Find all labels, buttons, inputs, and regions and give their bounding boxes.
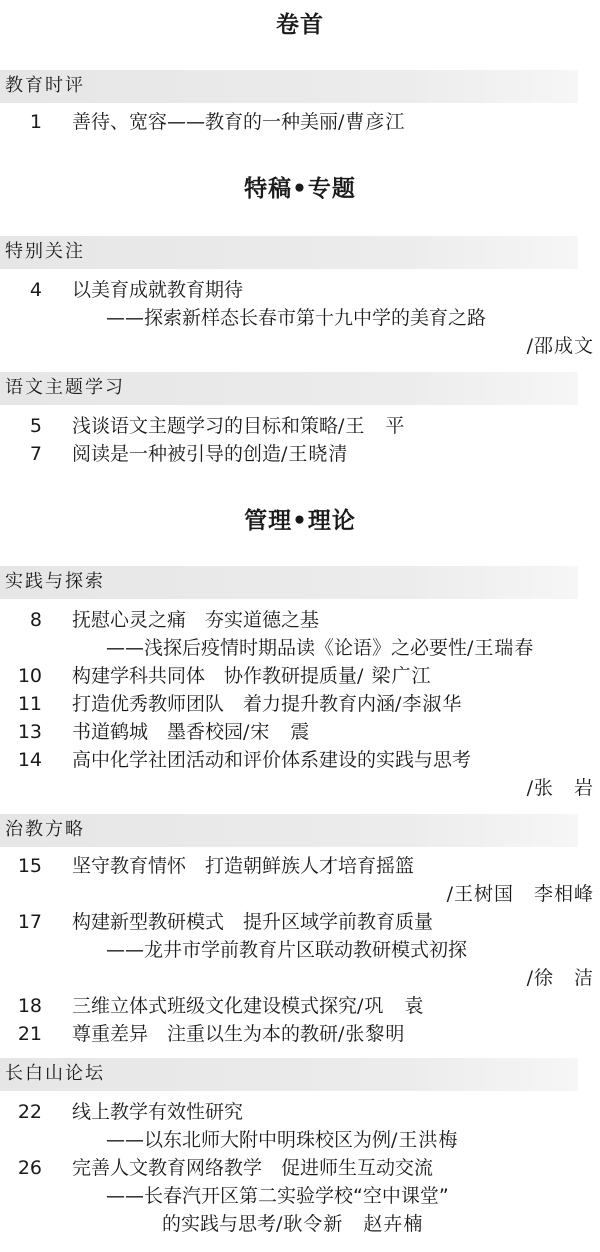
article-author: /曹彦江 bbox=[338, 111, 406, 133]
column-name: 特别关注 bbox=[5, 241, 85, 262]
article-title: 以美育成就教育期待 bbox=[72, 279, 244, 301]
column-name: 实践与探索 bbox=[5, 571, 105, 592]
article-author: /张黎明 bbox=[338, 1023, 406, 1045]
page-number: 26 bbox=[17, 1157, 42, 1179]
column-header bbox=[0, 70, 578, 103]
page-number: 17 bbox=[17, 911, 42, 933]
toc-entry[interactable] bbox=[72, 606, 319, 634]
toc-entry[interactable] bbox=[72, 276, 243, 304]
article-title: 高中化学社团活动和评价体系建设的实践与思考 bbox=[72, 749, 472, 771]
toc-entry[interactable] bbox=[72, 746, 471, 774]
column-name: 语文主题学习 bbox=[5, 377, 125, 398]
article-author: /宋 震 bbox=[243, 721, 311, 743]
article-author: /王晓清 bbox=[281, 443, 349, 465]
article-title: 打造优秀教师团队 着力提升教育内涵 bbox=[72, 693, 396, 715]
article-author: /巩 袁 bbox=[357, 995, 425, 1017]
article-subtitle-continued: 的实践与思考/耿令新 赵卉楠 bbox=[162, 1213, 424, 1235]
article-title: 尊重差异 注重以生为本的教研 bbox=[72, 1023, 339, 1045]
column-name: 长白山论坛 bbox=[5, 1063, 105, 1084]
column-header bbox=[0, 236, 578, 269]
article-title: 善待、宽容——教育的一种美丽 bbox=[72, 111, 339, 133]
page-number: 21 bbox=[17, 1023, 42, 1045]
column-header bbox=[0, 566, 578, 599]
page-number: 4 bbox=[29, 279, 42, 301]
toc-entry[interactable] bbox=[72, 1154, 433, 1182]
page-number: 10 bbox=[17, 665, 42, 687]
article-title: 构建学科共同体 协作教研提质量 bbox=[72, 665, 358, 687]
toc-entry[interactable] bbox=[72, 992, 424, 1020]
article-title: 阅读是一种被引导的创造 bbox=[72, 443, 282, 465]
article-title: 构建新型教研模式 提升区域学前教育质量 bbox=[72, 911, 434, 933]
column-name: 教育时评 bbox=[5, 75, 85, 96]
page-number: 22 bbox=[17, 1101, 42, 1123]
column-header bbox=[0, 372, 578, 405]
article-subtitle: ——长春汽开区第二实验学校“空中课堂” bbox=[106, 1185, 449, 1207]
article-subtitle: ——龙井市学前教育片区联动教研模式初探 bbox=[106, 939, 468, 961]
section-heading: 管理•理论 bbox=[244, 508, 356, 534]
page-number: 8 bbox=[29, 609, 42, 631]
article-title: 坚守教育情怀 打造朝鲜族人才培育摇篮 bbox=[72, 855, 415, 877]
article-subtitle: ——探索新样态长春市第十九中学的美育之路 bbox=[106, 307, 487, 329]
article-author: /王瑞春 bbox=[467, 637, 535, 659]
toc-entry[interactable] bbox=[72, 1098, 243, 1126]
article-author: /王洪梅 bbox=[391, 1129, 459, 1151]
page-number: 14 bbox=[17, 749, 42, 771]
article-author: /李淑华 bbox=[395, 693, 463, 715]
article-title: 浅谈语文主题学习的目标和策略 bbox=[72, 415, 339, 437]
toc-entry[interactable] bbox=[72, 718, 310, 746]
toc-entry[interactable] bbox=[72, 1020, 405, 1048]
page-number: 5 bbox=[29, 415, 42, 437]
article-author: /王树国 李相峰 bbox=[446, 883, 594, 905]
toc-entry[interactable] bbox=[72, 412, 405, 440]
toc-entry[interactable] bbox=[72, 108, 405, 136]
column-header bbox=[0, 1058, 578, 1091]
column-header bbox=[0, 814, 578, 847]
toc-entry[interactable] bbox=[72, 852, 414, 880]
article-title: 三维立体式班级文化建设模式探究 bbox=[72, 995, 358, 1017]
section-heading: 特稿•专题 bbox=[244, 176, 356, 202]
page-number: 13 bbox=[17, 721, 42, 743]
article-author: /王 平 bbox=[338, 415, 406, 437]
page-number: 18 bbox=[17, 995, 42, 1017]
article-subtitle: ——浅探后疫情时期品读《论语》之必要性/王瑞春 bbox=[106, 637, 535, 659]
toc-entry[interactable] bbox=[72, 662, 431, 690]
toc-entry[interactable] bbox=[72, 690, 462, 718]
page-number: 11 bbox=[17, 693, 42, 715]
page-number: 1 bbox=[29, 111, 42, 133]
article-author: /耿令新 赵卉楠 bbox=[276, 1213, 424, 1235]
article-author: /张 岩 bbox=[526, 777, 594, 799]
column-name: 治教方略 bbox=[5, 819, 85, 840]
article-title: 书道鹤城 墨香校园 bbox=[72, 721, 244, 743]
toc-entry[interactable] bbox=[72, 908, 433, 936]
page-number: 7 bbox=[29, 443, 42, 465]
article-title: 抚慰心灵之痛 夯实道德之基 bbox=[72, 609, 320, 631]
article-author: /徐 洁 bbox=[526, 967, 594, 989]
article-author: /邵成文 bbox=[526, 335, 594, 357]
page-number: 15 bbox=[17, 855, 42, 877]
article-author: / 梁广江 bbox=[357, 665, 432, 687]
article-subtitle: ——以东北师大附中明珠校区为例/王洪梅 bbox=[106, 1129, 459, 1151]
article-title: 线上教学有效性研究 bbox=[72, 1101, 244, 1123]
toc-entry[interactable] bbox=[72, 440, 348, 468]
article-title: 完善人文教育网络教学 促进师生互动交流 bbox=[72, 1157, 434, 1179]
section-heading: 卷首 bbox=[276, 12, 324, 38]
